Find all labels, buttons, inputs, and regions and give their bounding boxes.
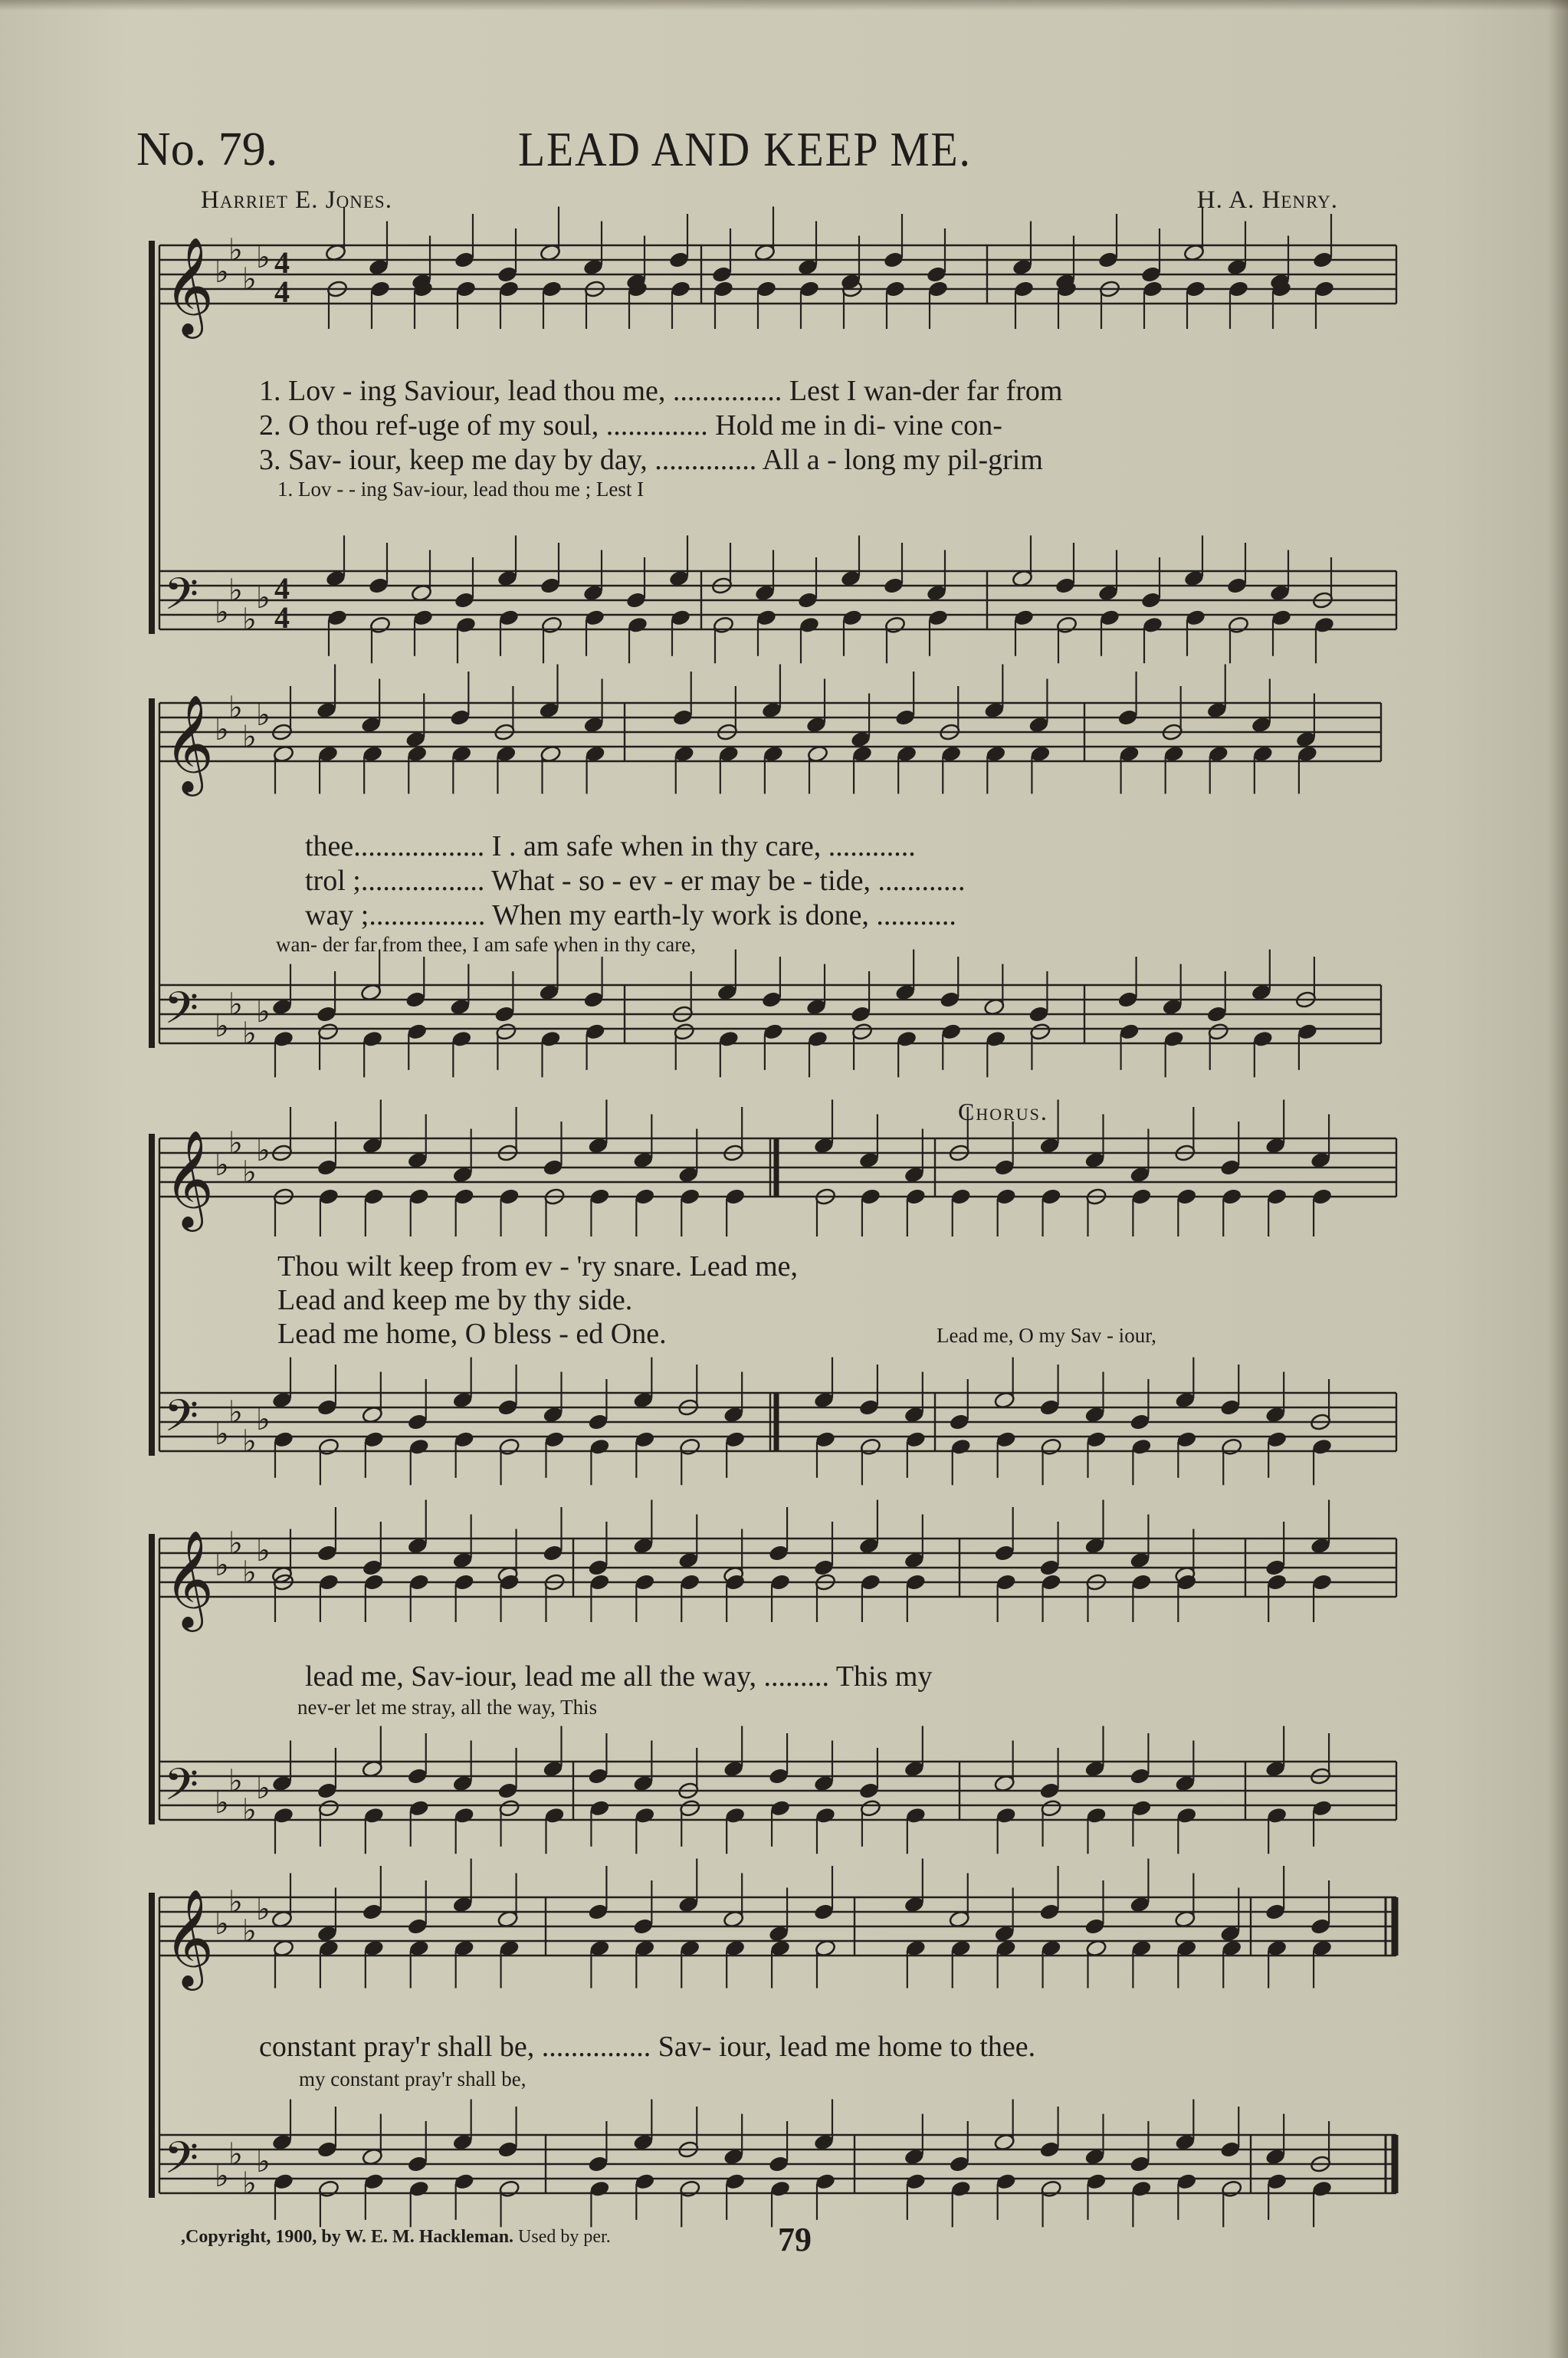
response-line: wan- der far from thee, I am safe when in thy care, [276, 933, 696, 956]
treble-clef: 𝄞 [164, 1888, 215, 1986]
flat-sign: ♭ [256, 1402, 271, 1437]
flat-sign: ♭ [242, 1154, 257, 1190]
flat-sign: ♭ [228, 1884, 243, 1920]
flat-sign: ♭ [215, 1548, 229, 1583]
verse-line: trol ;................. What - so - ev - er may be - tide, ............ [305, 865, 966, 897]
flat-sign: ♭ [215, 1148, 229, 1183]
time-signature: 4 [274, 571, 290, 606]
treble-clef: 𝄞 [164, 1129, 215, 1227]
flat-sign: ♭ [256, 2144, 271, 2179]
time-signature: 4 [274, 600, 290, 635]
verse-line: 3. Sav- iour, keep me day by day, .............. All a - long my pil-grim [259, 444, 1043, 476]
permission-text: Used by per. [518, 2227, 611, 2247]
verse-line: 1. Lov - ing Saviour, lead thou me, ............... Lest I wan-der far from [259, 375, 1063, 407]
flat-sign: ♭ [215, 255, 229, 290]
lyricist-credit: Harriet E. Jones. [201, 186, 392, 214]
treble-clef: 𝄞 [164, 694, 215, 792]
flat-sign: ♭ [256, 1533, 271, 1568]
flat-sign: ♭ [242, 1555, 257, 1591]
flat-sign: ♭ [215, 1009, 229, 1044]
flat-sign: ♭ [215, 1785, 229, 1821]
flat-sign: ♭ [215, 2159, 229, 2194]
flat-sign: ♭ [242, 1792, 257, 1828]
flat-sign: ♭ [256, 1892, 271, 1927]
page-number: 79 [778, 2221, 812, 2258]
flat-sign: ♭ [256, 580, 271, 616]
flat-sign: ♭ [228, 690, 243, 726]
hymn-number: No. 79. [136, 123, 278, 176]
bass-clef: 𝄢 [164, 1390, 199, 1453]
bass-clef: 𝄢 [164, 982, 199, 1045]
response-line: my constant pray'r shall be, [299, 2067, 526, 2090]
flat-sign: ♭ [228, 573, 243, 609]
bass-clef: 𝄢 [164, 2132, 199, 2195]
hymn-title: LEAD AND KEEP ME. [518, 122, 972, 176]
copyright-text: ,Copyright, 1900, by W. E. M. Hackleman. [181, 2227, 514, 2247]
response-line: 1. Lov - - ing Sav-iour, lead thou me ; Lest I [277, 478, 645, 501]
verse-line: Lead and keep me by thy side. [277, 1284, 633, 1316]
verse-line: thee.................. I . am safe when in thy care, ............ [305, 830, 916, 862]
bass-clef: 𝄢 [164, 568, 199, 631]
flat-sign: ♭ [228, 1125, 243, 1161]
flat-sign: ♭ [228, 1525, 243, 1562]
verse-line: lead me, Sav-iour, lead me all the way, ......... This my [305, 1660, 933, 1693]
copyright-notice [181, 2227, 611, 2248]
flat-sign: ♭ [242, 261, 257, 297]
flat-sign: ♭ [242, 602, 257, 638]
composer-credit: H. A. Henry. [1196, 186, 1338, 214]
verse-line: Thou wilt keep from ev - 'ry snare. Lead me, [277, 1250, 798, 1282]
time-signature: 4 [274, 274, 290, 309]
flat-sign: ♭ [228, 1394, 243, 1430]
flat-sign: ♭ [242, 719, 257, 755]
verse-line: Lead me home, O bless - ed One. [277, 1318, 667, 1350]
treble-clef: 𝄞 [164, 236, 215, 334]
treble-clef: 𝄞 [164, 1529, 215, 1627]
time-signature: 4 [274, 245, 290, 280]
verse-line: 2. O thou ref-uge of my soul, .............. Hold me in di- vine con- [259, 409, 1002, 442]
flat-sign: ♭ [256, 240, 271, 275]
flat-sign: ♭ [215, 712, 229, 747]
flat-sign: ♭ [228, 232, 243, 268]
verse-line: way ;................ When my earth-ly work is done, ........... [305, 899, 956, 931]
response-line: nev-er let me stray, all the way, This [297, 1696, 598, 1719]
flat-sign: ♭ [228, 2136, 243, 2172]
flat-sign: ♭ [228, 987, 243, 1023]
flat-sign: ♭ [256, 698, 271, 733]
flat-sign: ♭ [256, 1771, 271, 1806]
flat-sign: ♭ [215, 1417, 229, 1452]
flat-sign: ♭ [242, 1424, 257, 1460]
flat-sign: ♭ [242, 1016, 257, 1052]
chorus-label: Chorus. [958, 1098, 1048, 1125]
flat-sign: ♭ [256, 994, 271, 1030]
flat-sign: ♭ [215, 1906, 229, 1942]
flat-sign: ♭ [228, 1763, 243, 1799]
verse-line: constant pray'r shall be, ............... Sav- iour, lead me home to thee. [259, 2031, 1036, 2063]
flat-sign: ♭ [256, 1133, 271, 1168]
bass-clef: 𝄢 [164, 1759, 199, 1821]
flat-sign: ♭ [242, 1913, 257, 1949]
response-line: Lead me, O my Sav - iour, [937, 1324, 1156, 1347]
flat-sign: ♭ [215, 595, 229, 630]
flat-sign: ♭ [242, 2166, 257, 2202]
